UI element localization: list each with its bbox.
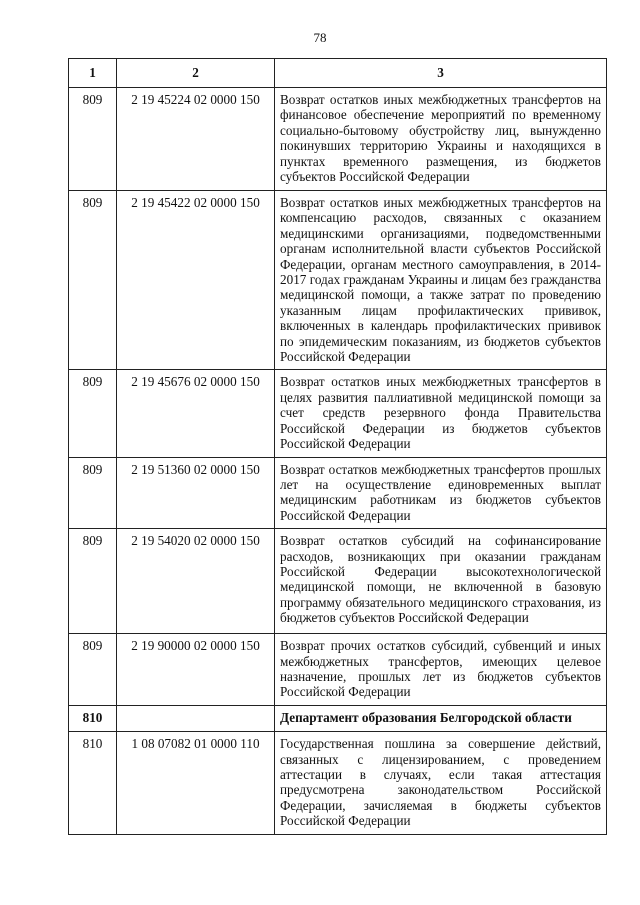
table-row [69, 88, 607, 191]
income-description: Возврат остатков иных межбюджетных трансфертов на компенсацию расходов, связанных с оказанием медицинскими организациями, подведомственными органам исполнительной власти субъектов Российской Федерации, органам местного самоуправления, в 2014-2017 годах гражданам Украины и лицам без гражданства медицинской помощи, а также затрат по проведению указанным лицам профилактических прививок, включенных в календарь профилактических прививок по эпидемическим показаниям, из бюджетов субъектов Российской Федерации [275, 191, 607, 370]
page-number: 78 [313, 30, 327, 45]
budget-code: 1 08 07082 01 0000 110 [117, 732, 275, 834]
table-row [69, 191, 607, 370]
income-description: Возврат остатков иных межбюджетных трансфертов в целях развития паллиативной медицинской помощи за счет средств резервного фонда Правительства Российской Федерации из бюджетов субъектов Российской Федерации [275, 370, 607, 457]
administrator-code: 810 [69, 732, 117, 834]
income-description: Возврат прочих остатков субсидий, субвенций и иных межбюджетных трансфертов, имеющих целевое назначение, прошлых лет из бюджетов субъектов Российской Федерации [275, 634, 607, 706]
table-row [69, 529, 607, 634]
budget-code: 2 19 45676 02 0000 150 [117, 370, 275, 457]
income-description: Возврат остатков межбюджетных трансфертов прошлых лет на осуществление единовременных выплат медицинским работникам из бюджетов субъектов Российской Федерации [275, 457, 607, 529]
column-header-1: 1 [69, 59, 117, 88]
budget-classification-table [68, 58, 607, 835]
budget-code: 2 19 90000 02 0000 150 [117, 634, 275, 706]
table-row [69, 634, 607, 706]
income-description: Возврат остатков иных межбюджетных трансфертов на финансовое обеспечение мероприятий по временному социально-бытовому обустройству лиц, вынужденно покинувших территорию Украины и находящихся в пунктах временного размещения, из бюджетов субъектов Российской Федерации [275, 88, 607, 191]
budget-code: 2 19 45422 02 0000 150 [117, 191, 275, 370]
administrator-code: 809 [69, 370, 117, 457]
department-row [69, 706, 607, 732]
administrator-code: 809 [69, 529, 117, 634]
administrator-code: 809 [69, 191, 117, 370]
income-description: Возврат остатков субсидий на софинансирование расходов, возникающих при оказании гражданам Российской Федерации высокотехнологической медицинской помощи, не включенной в базовую программу обязательного медицинского страхования, из бюджетов субъектов Российской Федерации [275, 529, 607, 634]
department-title: Департамент образования Белгородской области [275, 706, 607, 732]
column-header-3: 3 [275, 59, 607, 88]
column-header-2: 2 [117, 59, 275, 88]
budget-code: 2 19 51360 02 0000 150 [117, 457, 275, 529]
administrator-code: 810 [69, 706, 117, 732]
income-description: Государственная пошлина за совершение действий, связанных с лицензированием, с проведением аттестации в случаях, если такая аттестация предусмотрена законодательством Российской Федерации, зачисляемая в бюджеты субъектов Российской Федерации [275, 732, 607, 834]
administrator-code: 809 [69, 88, 117, 191]
table-header-row [69, 59, 607, 88]
budget-code: 2 19 45224 02 0000 150 [117, 88, 275, 191]
budget-code [117, 706, 275, 732]
administrator-code: 809 [69, 634, 117, 706]
table-row [69, 370, 607, 457]
table-row [69, 732, 607, 834]
administrator-code: 809 [69, 457, 117, 529]
table-row [69, 457, 607, 529]
budget-code: 2 19 54020 02 0000 150 [117, 529, 275, 634]
